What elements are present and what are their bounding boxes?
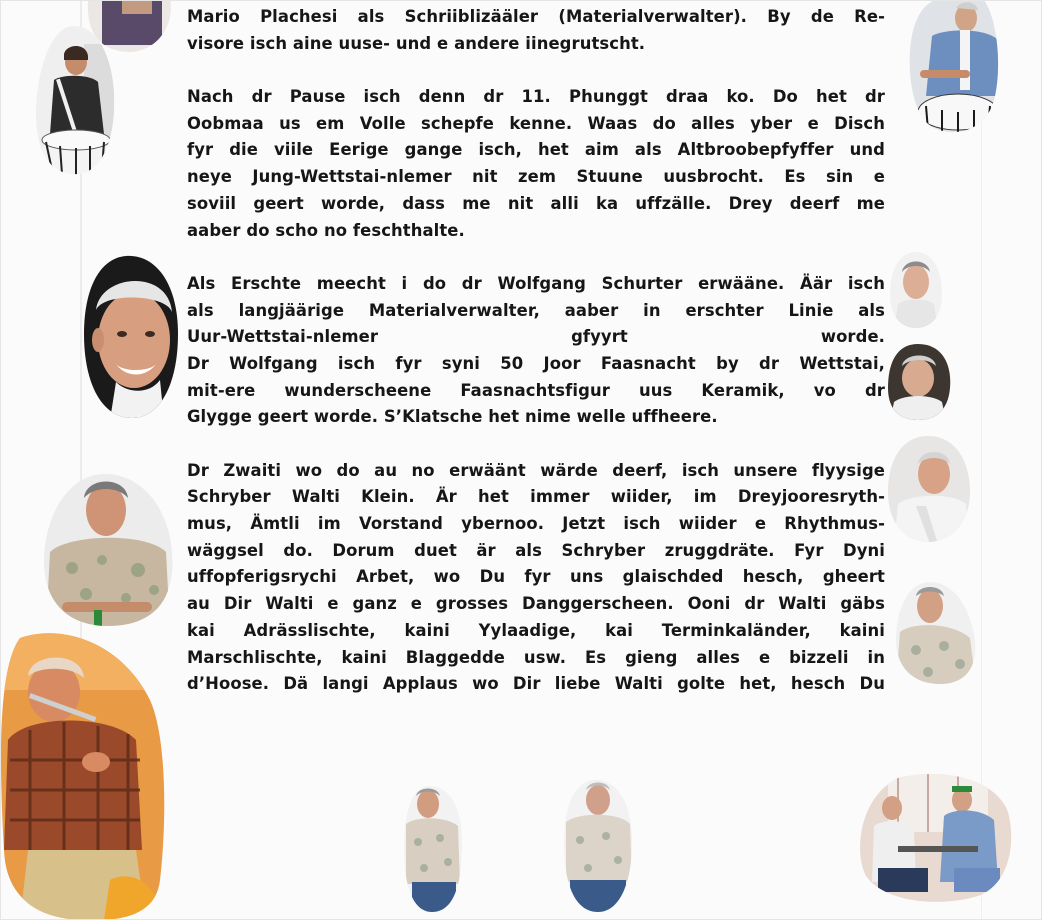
text-line: uffopferigsrychi Arbet, wo Du fyr uns glaischded hesch, gheert (187, 567, 885, 587)
text-line: d’Hoose. Dä langi Applaus wo Dir liebe Walti golte het, hesch Du (187, 674, 885, 694)
text-line: fyr die viile Eerige gange isch, het aim als Altbroobepfyffer und (187, 140, 885, 160)
text-line: mus, Ämtli im Vorstand ybernoo. Jetzt isch wiider e Rhythmus- (187, 514, 885, 534)
text-line: kai Adrässlischte, kaini Yylaadige, kai Terminkaländer, kaini (187, 620, 885, 640)
text-line: Mario Plachesi als Schriiblizääler (Materialverwalter). By de Re- (187, 7, 885, 26)
body-text (187, 4, 885, 725)
photo-wolfgang-portrait (80, 254, 180, 420)
paragraph (187, 84, 885, 244)
text-line: aaber do scho no feschthalte. (187, 220, 465, 240)
photo-member-right-2 (884, 342, 954, 422)
text-line: Schryber Walti Klein. Är het immer wiider, im Dreyjooresryth- (187, 487, 885, 507)
photo-drummer-left (34, 24, 116, 176)
photo-member-bottom-2 (562, 778, 634, 914)
photo-member-right-1 (888, 250, 944, 330)
text-line: wäggsel do. Dorum duet är als Schryber zruggdräte. Fyr Dyni (187, 540, 885, 560)
text-line: Nach dr Pause isch denn dr 11. Phunggt draa ko. Do het dr (187, 87, 885, 107)
photo-member-right-3 (886, 434, 972, 544)
photo-member-right-4 (894, 580, 980, 686)
text-line: Glygge geert worde. S’Klatsche het nime welle uffheere. (187, 407, 718, 427)
text-line: Oobmaa us em Volle schepfe kenne. Waas do alles yber e Disch (187, 113, 885, 133)
paragraph (187, 4, 885, 57)
photo-piccolo-player (0, 630, 166, 920)
photo-walti-left (42, 472, 174, 628)
text-line: neye Jung-Wettstai-nlemer nit zem Stuune uusbrocht. Es sin e (187, 167, 885, 187)
text-line: Als Erschte meecht i do dr Wolfgang Schurter erwääne. Äär isch (187, 273, 885, 293)
text-line: soviil geert worde, dass me nit alli ka uffzälle. Drey deerf me (187, 193, 885, 213)
paragraph (187, 458, 885, 698)
text-line: Uur-Wettstai-nlemer gfyyrt worde. (187, 327, 885, 347)
text-line: visore isch aine uuse- und e andere iinegrutscht. (187, 33, 646, 53)
photo-member-bottom-1 (402, 784, 464, 914)
text-line: als langjäärige Materialverwalter, aaber in erschter Linie als (187, 300, 885, 320)
text-line: mit-ere wunderscheene Faasnachtsfigur uus Keramik, vo dr (187, 380, 885, 400)
paragraph (187, 271, 885, 431)
text-line: Dr Wolfgang isch fyr syni 50 Joor Faasnacht by dr Wettstai, (187, 353, 885, 373)
text-line: Marschlischte, kaini Blaggedde usw. Es gieng alles e bizzeli in (187, 647, 885, 667)
photo-drummer-right (906, 0, 1002, 136)
text-line: Dr Zwaiti wo do au no erwäänt wärde deerf, isch unsere flyysige (187, 460, 885, 480)
photo-group-table (858, 772, 1012, 902)
text-line: au Dir Walti e ganz e grosses Danggerscheen. Ooni dr Walti gäbs (187, 594, 885, 614)
